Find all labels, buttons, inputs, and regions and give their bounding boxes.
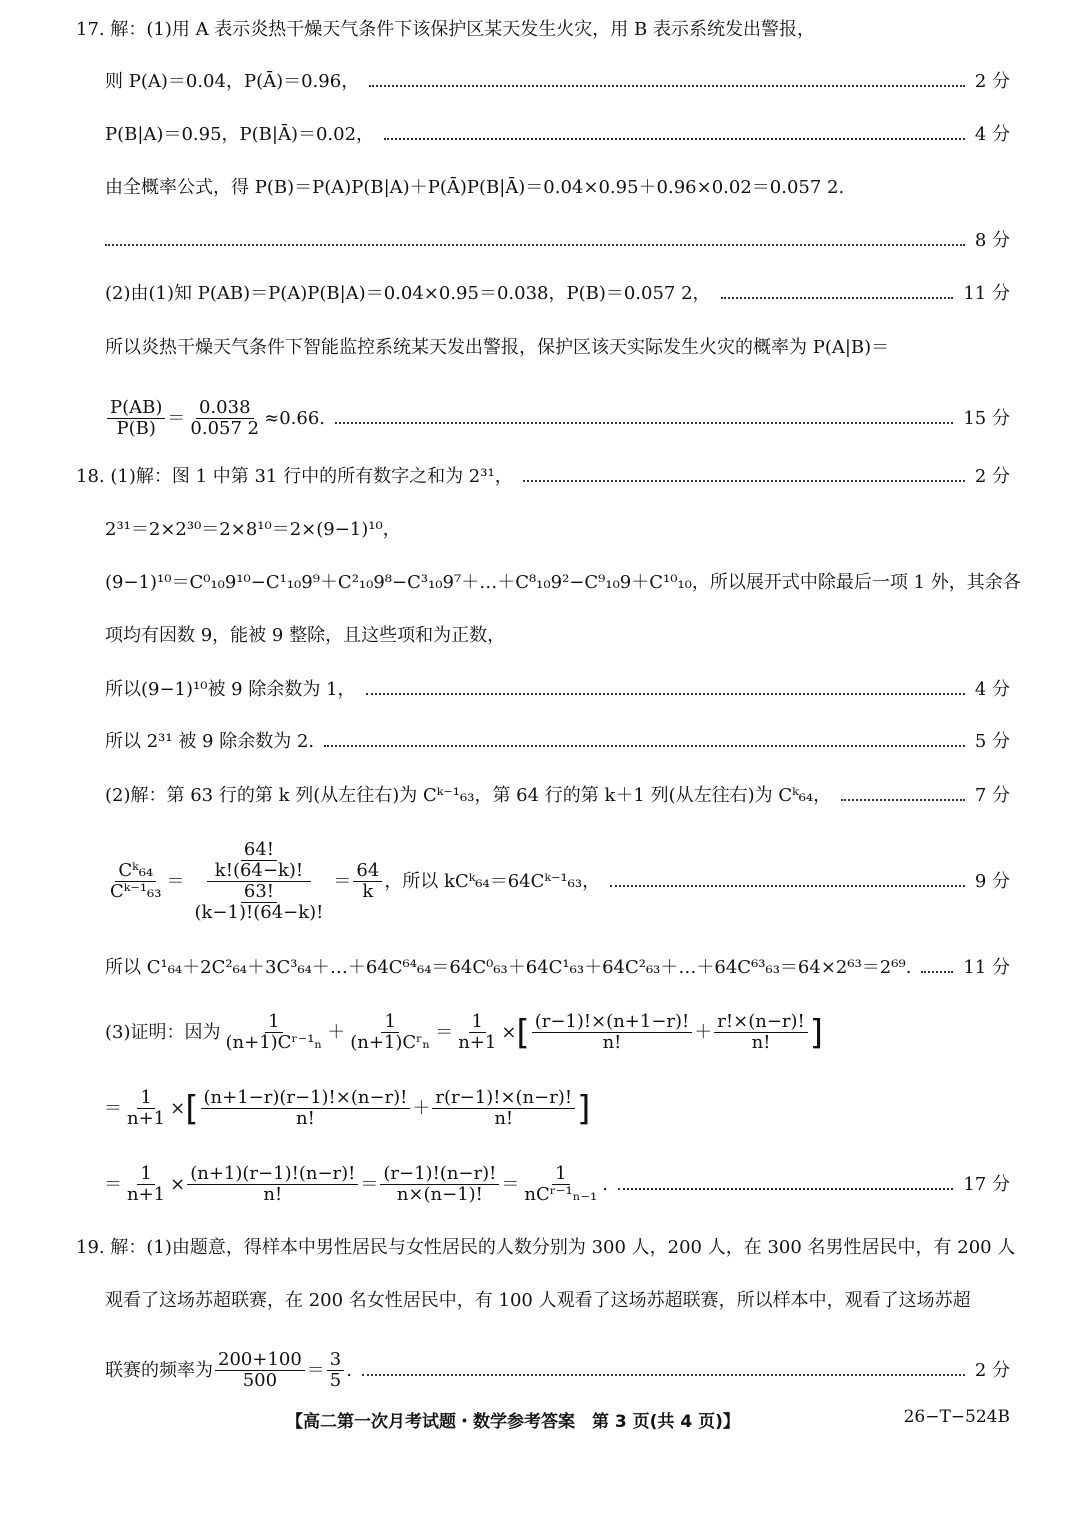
- score: 2 分: [974, 71, 1010, 92]
- q19-line-2: 观看了这场苏超联赛，在 200 名女性居民中，有 100 人观看了这场苏超联赛，所以样本中，观看了这场苏超: [105, 1290, 971, 1311]
- denominator: (n+1)Cʳ⁻¹ₙ: [225, 1032, 323, 1053]
- q18-line-1-text: 18. (1)解：图 1 中第 31 行中的所有数字之和为 2³¹，: [76, 466, 513, 487]
- q18-line-9-text: 所以 C¹₆₄＋2C²₆₄＋3C³₆₄＋…＋64C⁶⁴₆₄＝64C⁰₆₃＋64C¹₆₃＋64C²₆₃＋…＋64C⁶³₆₃＝64×2⁶³＝2⁶⁹.: [105, 957, 912, 978]
- leader-dots: [618, 1188, 953, 1190]
- times: ×: [501, 1021, 517, 1043]
- period: .: [346, 1359, 352, 1381]
- leader-dots: [335, 422, 953, 424]
- score: 7 分: [974, 785, 1010, 806]
- left-bracket: [: [516, 1012, 530, 1053]
- page-footer: [286, 1407, 1010, 1432]
- denominator: n+1: [127, 1184, 166, 1205]
- numerator: 1: [381, 1012, 398, 1033]
- denominator: 0.057 2: [190, 418, 260, 439]
- leader-dots: [721, 297, 954, 299]
- q17-line-7: 所以炎热干燥天气条件下智能监控系统某天发出警报，保护区该天实际发生火灾的概率为 P(A|B)＝: [105, 337, 890, 358]
- q18-line-7: [105, 783, 1010, 809]
- denominator: n+1: [458, 1032, 497, 1053]
- q18-line-10: [105, 1012, 1010, 1053]
- plus: ＋: [327, 1021, 346, 1043]
- fraction: [521, 1164, 600, 1205]
- leader-dots: [610, 885, 965, 887]
- fraction: [380, 1164, 499, 1205]
- leader-dots: [921, 971, 953, 973]
- times: ×: [170, 1173, 186, 1195]
- q17-line-1: 17. 解：(1)用 A 表示炎热干燥天气条件下该保护区某天发生火灾，用 B 表示系统发出警报，: [76, 19, 815, 40]
- equals: ＝: [166, 870, 185, 892]
- plus: ＋: [412, 1097, 431, 1119]
- q17-line-3-text: P(B|A)＝0.95，P(B|Ā)＝0.02，: [105, 124, 375, 145]
- denominator: 5: [329, 1370, 342, 1391]
- numerator: 64: [353, 861, 382, 882]
- numerator: (n+1−r)(r−1)!×(n−r)!: [201, 1088, 411, 1109]
- q17-line-6: [105, 281, 1010, 307]
- score: 5 分: [974, 731, 1010, 752]
- equals: ＝: [435, 1021, 454, 1043]
- fraction: [532, 1012, 693, 1053]
- numerator: 63!: [241, 882, 277, 903]
- denominator: nCʳ⁻¹ₙ₋₁: [524, 1184, 598, 1205]
- q18-line-7-text: (2)解：第 63 行的第 k 列(从左往右)为 Cᵏ⁻¹₆₃，第 64 行的第 k＋1 列(从左往右)为 Cᵏ₆₄，: [105, 785, 832, 806]
- numerator: 200+100: [215, 1350, 305, 1371]
- numerator: Cᵏ₆₄: [115, 861, 156, 882]
- numerator: 3: [327, 1350, 344, 1371]
- score: 8 分: [974, 230, 1010, 251]
- equals: ＝: [104, 1173, 122, 1195]
- fraction: [347, 1012, 433, 1053]
- fraction: [187, 1164, 358, 1205]
- score: 4 分: [974, 679, 1010, 700]
- leader-dots: [366, 693, 965, 695]
- numerator: r!×(n−r)!: [714, 1012, 807, 1033]
- denominator: 500: [242, 1370, 278, 1391]
- score: 15 分: [963, 407, 1010, 429]
- denominator: n!: [602, 1032, 622, 1053]
- q19-line-3-text: 联赛的频率为: [105, 1359, 213, 1381]
- q18-line-3: (9−1)¹⁰＝C⁰₁₀9¹⁰−C¹₁₀9⁹＋C²₁₀9⁸−C³₁₀9⁷＋…＋C⁸₁₀9²−C⁹₁₀9＋C¹⁰₁₀，所以展开式中除最后一项 1 外，其余各: [105, 572, 1021, 593]
- numerator: 1: [137, 1164, 154, 1185]
- denominator: [187, 882, 332, 923]
- score: 4 分: [974, 124, 1010, 145]
- period: .: [602, 1173, 608, 1195]
- score: 11 分: [963, 957, 1010, 978]
- q18-line-1: [76, 464, 1010, 490]
- numerator: 1: [137, 1088, 154, 1109]
- denominator: n×(n−1)!: [396, 1184, 483, 1205]
- q19-line-1: 19. 解：(1)由题意，得样本中男性居民与女性居民的人数分别为 300 人，200 人，在 300 名男性居民中，有 200 人: [76, 1237, 1016, 1258]
- equals: ＝: [333, 870, 352, 892]
- denominator: Cᵏ⁻¹₆₃: [110, 881, 162, 902]
- denominator: k: [362, 881, 374, 902]
- fraction: [714, 1012, 807, 1053]
- q17-line-3: [105, 122, 1010, 148]
- q18-line-5-text: 所以(9−1)¹⁰被 9 除余数为 1，: [105, 679, 356, 700]
- score: 2 分: [974, 1359, 1010, 1381]
- fraction: [432, 1088, 575, 1129]
- leader-dots: [523, 480, 965, 482]
- q18-line-5: [105, 677, 1010, 703]
- denominator: k!(64−k)!: [214, 860, 304, 881]
- q18-line-8: [105, 840, 1010, 923]
- numerator: (r−1)!(n−r)!: [380, 1164, 499, 1185]
- plus: ＋: [694, 1021, 713, 1043]
- leader-dots: [841, 799, 965, 801]
- q18-line-4: 项均有因数 9，能被 9 整除，且这些项和为正数，: [105, 625, 506, 646]
- equals: ＝: [501, 1173, 520, 1195]
- equals: ＝: [167, 407, 186, 429]
- q17-line-6-text: (2)由(1)知 P(AB)＝P(A)P(B|A)＝0.04×0.95＝0.038，P(B)＝0.057 2，: [105, 283, 711, 304]
- equals: ＝: [360, 1173, 379, 1195]
- denominator: n!: [751, 1032, 771, 1053]
- leader-dots: [105, 244, 965, 246]
- leader-dots: [362, 1374, 965, 1376]
- q17-line-5: [105, 228, 1010, 254]
- numerator: 64!: [241, 840, 277, 861]
- proof-intro: (3)证明：因为: [105, 1021, 221, 1043]
- denominator: (k−1)!(64−k)!: [194, 902, 324, 923]
- q19-line-3: [105, 1350, 1010, 1391]
- fraction: [212, 840, 306, 881]
- score: 11 分: [963, 283, 1010, 304]
- left-bracket: [: [185, 1088, 199, 1129]
- result-text: ，所以 kCᵏ₆₄＝64Cᵏ⁻¹₆₃，: [384, 870, 601, 892]
- q18-line-2: 2³¹＝2×2³⁰＝2×8¹⁰＝2×(9−1)¹⁰，: [105, 519, 401, 540]
- leader-dots: [369, 85, 965, 87]
- numerator: (r−1)!×(n+1−r)!: [532, 1012, 693, 1033]
- q17-line-2-text: 则 P(A)＝0.04，P(Ā)＝0.96，: [105, 71, 360, 92]
- q18-line-6: [105, 729, 1010, 755]
- fraction: [192, 882, 327, 923]
- numerator: [207, 840, 311, 882]
- q18-line-11: [104, 1088, 1010, 1129]
- denominator: (n+1)Cʳₙ: [350, 1032, 431, 1053]
- numerator: 0.038: [196, 398, 254, 419]
- equals: ＝: [306, 1359, 325, 1381]
- footer-code: 26−T−524B: [903, 1407, 1010, 1427]
- fraction: [187, 398, 262, 439]
- q18-line-12: [104, 1164, 1010, 1205]
- score: 17 分: [963, 1173, 1010, 1195]
- equals: ＝: [104, 1097, 122, 1119]
- denominator: n!: [263, 1184, 283, 1205]
- fraction: [215, 1350, 305, 1391]
- compound-fraction: [187, 840, 332, 923]
- score: 2 分: [974, 466, 1010, 487]
- denominator: P(B): [116, 418, 156, 439]
- right-bracket: ]: [577, 1088, 591, 1129]
- fraction: [327, 1350, 344, 1391]
- fraction: [353, 861, 382, 902]
- denominator: n!: [494, 1108, 514, 1129]
- q17-line-8: [105, 398, 1010, 439]
- leader-dots: [324, 745, 965, 747]
- numerator: (n+1)(r−1)!(n−r)!: [187, 1164, 358, 1185]
- q18-line-9: [105, 955, 1010, 981]
- fraction: [124, 1088, 168, 1129]
- q17-line-4: 由全概率公式，得 P(B)＝P(A)P(B|A)＋P(Ā)P(B|Ā)＝0.04×0.95＋0.96×0.02＝0.057 2.: [105, 177, 845, 198]
- numerator: P(AB): [107, 398, 165, 419]
- denominator: n!: [296, 1108, 315, 1129]
- fraction: [107, 398, 165, 439]
- numerator: 1: [265, 1012, 282, 1033]
- numerator: r(r−1)!×(n−r)!: [432, 1088, 575, 1109]
- numerator: 1: [469, 1012, 486, 1033]
- numerator: 1: [552, 1164, 569, 1185]
- times: ×: [170, 1097, 186, 1119]
- leader-dots: [384, 138, 965, 140]
- fraction: [201, 1088, 411, 1129]
- q17-line-2: [105, 69, 1010, 95]
- score: 9 分: [974, 870, 1010, 892]
- denominator: n+1: [127, 1108, 166, 1129]
- q18-line-6-text: 所以 2³¹ 被 9 除余数为 2.: [105, 731, 315, 752]
- fraction: [124, 1164, 168, 1205]
- right-bracket: ]: [809, 1012, 824, 1053]
- fraction: [107, 861, 165, 902]
- fraction: [223, 1012, 326, 1053]
- result-text: ≈0.66.: [264, 407, 325, 429]
- fraction: [455, 1012, 499, 1053]
- footer-title: 【高二第一次月考试题・数学参考答案 第 3 页(共 4 页)】: [286, 1412, 740, 1432]
